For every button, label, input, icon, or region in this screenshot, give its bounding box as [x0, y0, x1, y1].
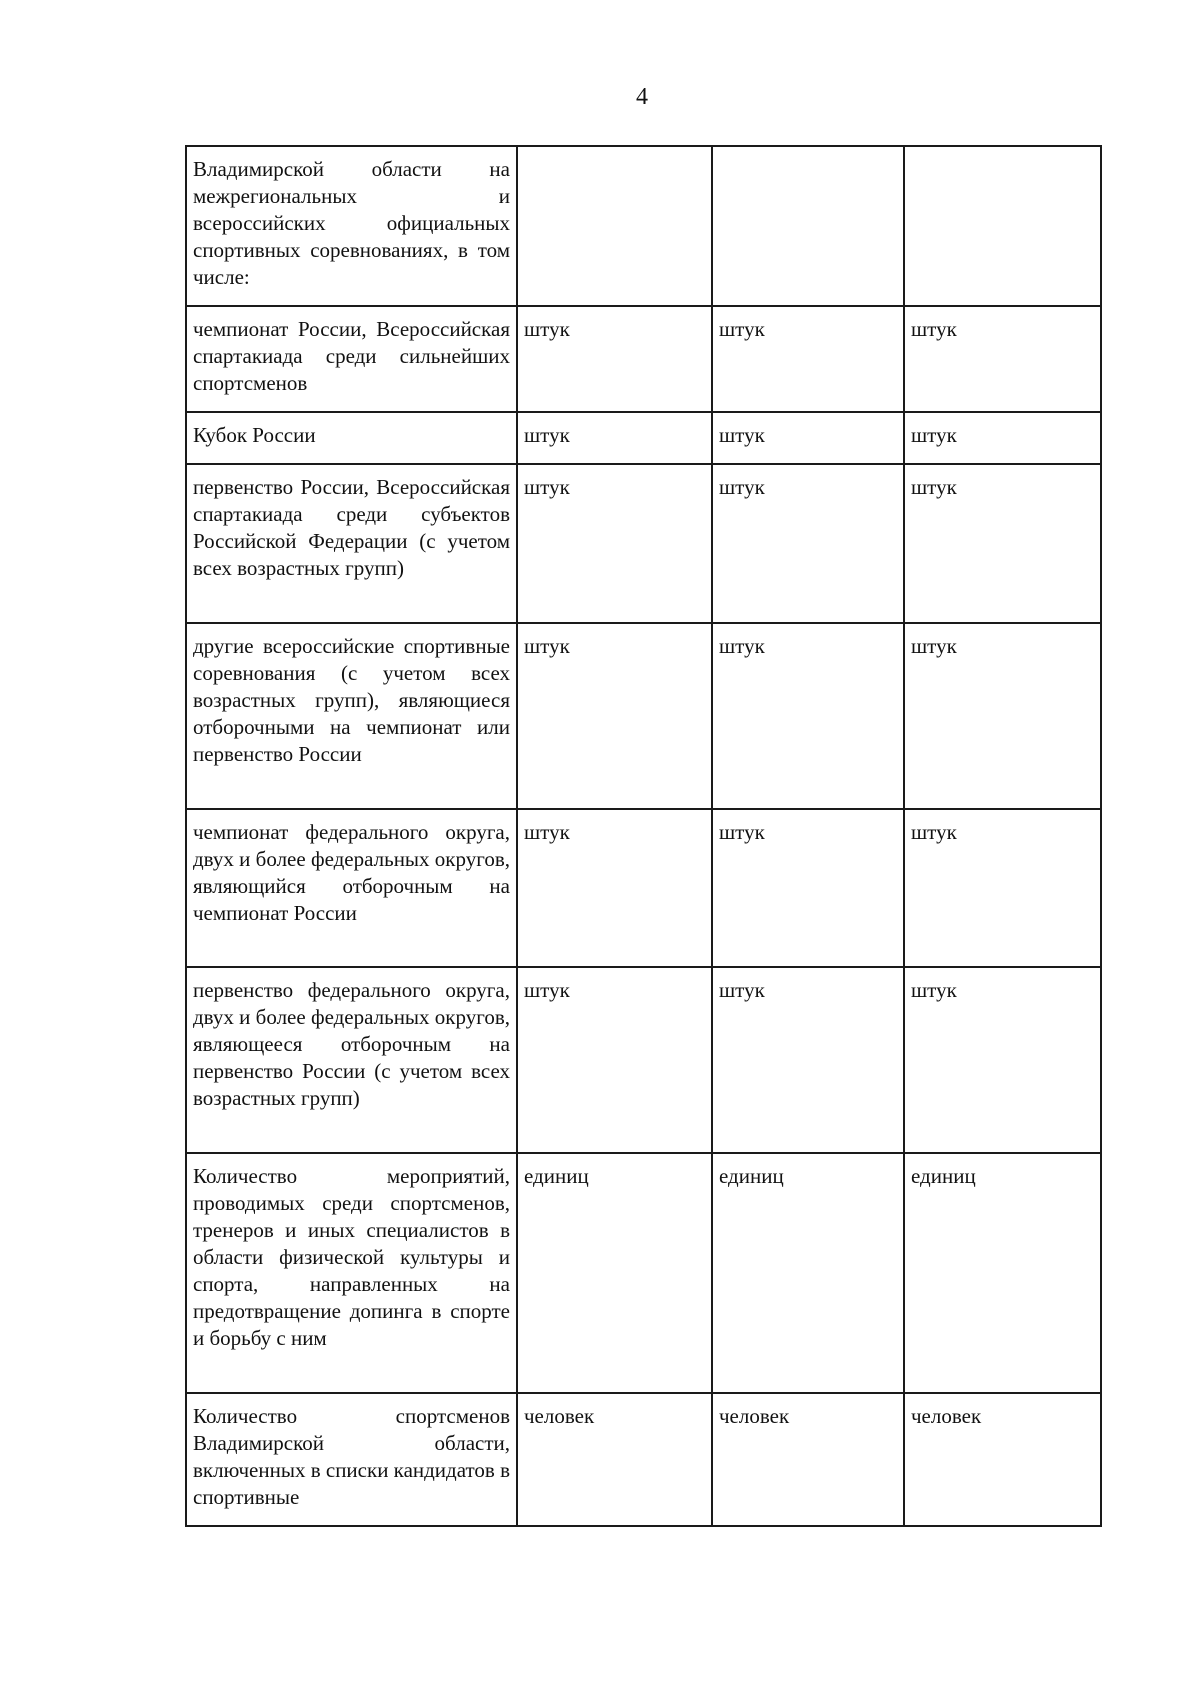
unit-cell: единиц — [517, 1153, 712, 1393]
unit-cell: штук — [712, 809, 904, 967]
unit-cell: человек — [712, 1393, 904, 1526]
indicator-cell: Владимирской области на межрегиональных и всероссийских официальных спортивных соревнованиях, в том числе: — [186, 146, 517, 306]
unit-cell: штук — [517, 412, 712, 464]
indicator-cell: чемпионат России, Всероссийская спартакиада среди сильнейших спортсменов — [186, 306, 517, 412]
unit-cell: штук — [904, 306, 1101, 412]
table-row — [186, 146, 1101, 306]
table-row — [186, 623, 1101, 809]
table-row — [186, 464, 1101, 623]
unit-cell: штук — [517, 623, 712, 809]
indicator-cell: Кубок России — [186, 412, 517, 464]
table-row — [186, 412, 1101, 464]
page-number: 4 — [636, 84, 648, 110]
unit-cell: штук — [904, 809, 1101, 967]
unit-cell: штук — [712, 412, 904, 464]
unit-cell — [712, 146, 904, 306]
table-row — [186, 967, 1101, 1153]
indicator-cell: другие всероссийские спортивные соревнования (с учетом всех возрастных групп), являющиеся отборочными на чемпионат или первенство России — [186, 623, 517, 809]
indicator-cell: первенство России, Всероссийская спартакиада среди субъектов Российской Федерации (с учетом всех возрастных групп) — [186, 464, 517, 623]
unit-cell: штук — [517, 464, 712, 623]
unit-cell: человек — [904, 1393, 1101, 1526]
unit-cell: штук — [517, 809, 712, 967]
unit-cell — [904, 146, 1101, 306]
indicator-cell: Количество мероприятий, проводимых среди спортсменов, тренеров и иных специалистов в области физической культуры и спорта, направленных на предотвращение допинга в спорте и борьбу с ним — [186, 1153, 517, 1393]
indicators-table — [185, 145, 1102, 1527]
table-row — [186, 306, 1101, 412]
unit-cell: штук — [517, 306, 712, 412]
unit-cell: штук — [712, 464, 904, 623]
unit-cell: штук — [712, 306, 904, 412]
unit-cell: штук — [712, 967, 904, 1153]
unit-cell: штук — [904, 967, 1101, 1153]
indicator-cell: Количество спортсменов Владимирской области, включенных в списки кандидатов в спортивные — [186, 1393, 517, 1526]
unit-cell: штук — [712, 623, 904, 809]
unit-cell: штук — [517, 967, 712, 1153]
unit-cell: штук — [904, 464, 1101, 623]
unit-cell — [517, 146, 712, 306]
unit-cell: единиц — [712, 1153, 904, 1393]
unit-cell: штук — [904, 412, 1101, 464]
indicator-cell: чемпионат федерального округа, двух и более федеральных округов, являющийся отборочным на чемпионат России — [186, 809, 517, 967]
unit-cell: человек — [517, 1393, 712, 1526]
unit-cell: единиц — [904, 1153, 1101, 1393]
table-row — [186, 1153, 1101, 1393]
indicator-cell: первенство федерального округа, двух и более федеральных округов, являющееся отборочным на первенство России (с учетом всех возрастных групп) — [186, 967, 517, 1153]
table-row — [186, 809, 1101, 967]
unit-cell: штук — [904, 623, 1101, 809]
table-row — [186, 1393, 1101, 1526]
